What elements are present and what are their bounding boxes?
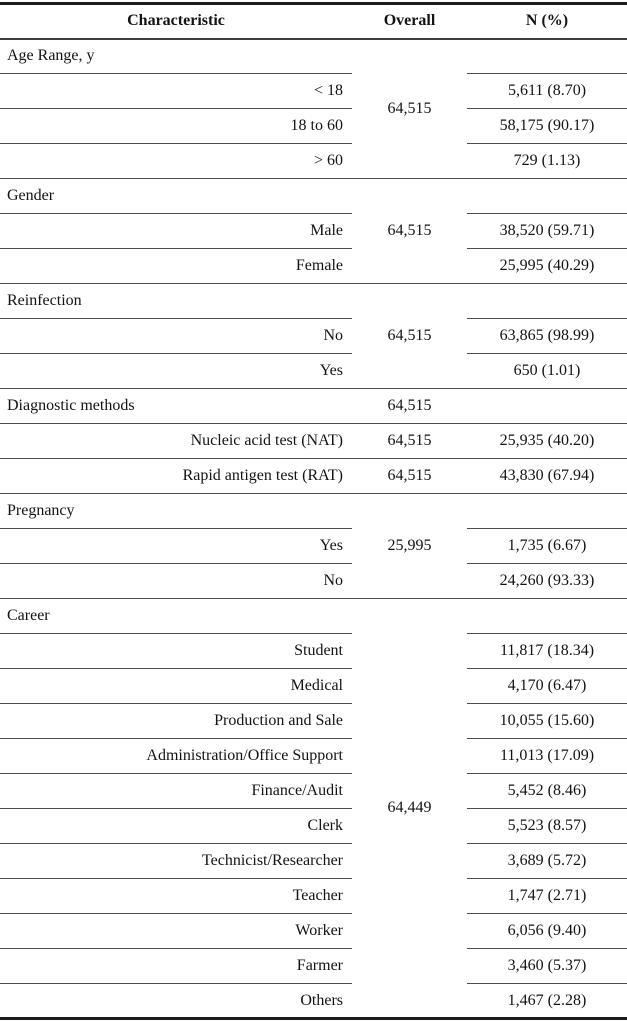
row-label-cell: Others	[0, 984, 352, 1019]
row-label-cell: < 18	[0, 74, 352, 109]
data-row	[0, 704, 627, 739]
data-row	[0, 774, 627, 809]
row-label-cell: Finance/Audit	[0, 774, 352, 809]
row-label-cell: Male	[0, 214, 352, 249]
data-row	[0, 249, 627, 284]
data-row	[0, 949, 627, 984]
overall-cell: 64,515	[352, 389, 467, 424]
n-percent-cell: 24,260 (93.33)	[467, 564, 627, 599]
column-header-overall: Overall	[352, 4, 467, 39]
data-row	[0, 459, 627, 494]
row-label-cell: Student	[0, 634, 352, 669]
overall-cell: 25,995	[352, 494, 467, 599]
n-percent-cell: 10,055 (15.60)	[467, 704, 627, 739]
data-row	[0, 634, 627, 669]
row-label-cell: Farmer	[0, 949, 352, 984]
data-row	[0, 319, 627, 354]
row-label-cell: Yes	[0, 529, 352, 564]
data-row	[0, 74, 627, 109]
n-percent-cell: 5,611 (8.70)	[467, 74, 627, 109]
n-percent-cell: 1,467 (2.28)	[467, 984, 627, 1019]
category-row	[0, 494, 627, 529]
n-percent-cell: 63,865 (98.99)	[467, 319, 627, 354]
data-row	[0, 109, 627, 144]
row-label-cell: Clerk	[0, 809, 352, 844]
row-label-cell: Teacher	[0, 879, 352, 914]
table-header	[0, 4, 627, 39]
row-label-cell: Production and Sale	[0, 704, 352, 739]
row-label-cell: > 60	[0, 144, 352, 179]
category-row	[0, 389, 627, 424]
n-percent-cell: 3,460 (5.37)	[467, 949, 627, 984]
category-cell: Gender	[0, 179, 352, 214]
n-percent-cell	[467, 179, 627, 214]
data-row	[0, 844, 627, 879]
row-label-cell: Yes	[0, 354, 352, 389]
category-row	[0, 599, 627, 634]
data-row	[0, 144, 627, 179]
n-percent-cell	[467, 599, 627, 634]
n-percent-cell: 43,830 (67.94)	[467, 459, 627, 494]
overall-cell: 64,515	[352, 459, 467, 494]
data-row	[0, 984, 627, 1019]
n-percent-cell: 38,520 (59.71)	[467, 214, 627, 249]
header-row	[0, 4, 627, 39]
n-percent-cell: 650 (1.01)	[467, 354, 627, 389]
data-row	[0, 214, 627, 249]
n-percent-cell	[467, 39, 627, 74]
n-percent-cell: 3,689 (5.72)	[467, 844, 627, 879]
data-row	[0, 914, 627, 949]
category-row	[0, 39, 627, 74]
n-percent-cell: 25,935 (40.20)	[467, 424, 627, 459]
data-row	[0, 879, 627, 914]
row-label-cell: 18 to 60	[0, 109, 352, 144]
n-percent-cell: 4,170 (6.47)	[467, 669, 627, 704]
data-row	[0, 424, 627, 459]
n-percent-cell	[467, 389, 627, 424]
data-row	[0, 564, 627, 599]
n-percent-cell: 11,817 (18.34)	[467, 634, 627, 669]
n-percent-cell: 1,747 (2.71)	[467, 879, 627, 914]
row-label-cell: Rapid antigen test (RAT)	[0, 459, 352, 494]
category-cell: Age Range, y	[0, 39, 352, 74]
category-row	[0, 179, 627, 214]
overall-cell: 64,515	[352, 284, 467, 389]
data-row	[0, 529, 627, 564]
column-header-characteristic: Characteristic	[0, 4, 352, 39]
category-cell: Career	[0, 599, 352, 634]
n-percent-cell: 11,013 (17.09)	[467, 739, 627, 774]
row-label-cell: No	[0, 564, 352, 599]
category-cell: Reinfection	[0, 284, 352, 319]
n-percent-cell: 729 (1.13)	[467, 144, 627, 179]
row-label-cell: Medical	[0, 669, 352, 704]
column-header-n-percent: N (%)	[467, 4, 627, 39]
category-cell: Diagnostic methods	[0, 389, 352, 424]
data-row	[0, 669, 627, 704]
data-row	[0, 354, 627, 389]
overall-cell: 64,515	[352, 424, 467, 459]
overall-cell: 64,449	[352, 599, 467, 1019]
data-row	[0, 809, 627, 844]
row-label-cell: Technicist/Researcher	[0, 844, 352, 879]
row-label-cell: Administration/Office Support	[0, 739, 352, 774]
overall-cell: 64,515	[352, 39, 467, 179]
row-label-cell: Worker	[0, 914, 352, 949]
row-label-cell: No	[0, 319, 352, 354]
n-percent-cell: 5,523 (8.57)	[467, 809, 627, 844]
category-cell: Pregnancy	[0, 494, 352, 529]
data-row	[0, 739, 627, 774]
n-percent-cell: 1,735 (6.67)	[467, 529, 627, 564]
n-percent-cell: 6,056 (9.40)	[467, 914, 627, 949]
n-percent-cell: 5,452 (8.46)	[467, 774, 627, 809]
category-row	[0, 284, 627, 319]
n-percent-cell: 25,995 (40.29)	[467, 249, 627, 284]
n-percent-cell: 58,175 (90.17)	[467, 109, 627, 144]
n-percent-cell	[467, 494, 627, 529]
row-label-cell: Nucleic acid test (NAT)	[0, 424, 352, 459]
table-body	[0, 39, 627, 1019]
overall-cell: 64,515	[352, 179, 467, 284]
row-label-cell: Female	[0, 249, 352, 284]
n-percent-cell	[467, 284, 627, 319]
characteristics-table	[0, 2, 627, 1020]
